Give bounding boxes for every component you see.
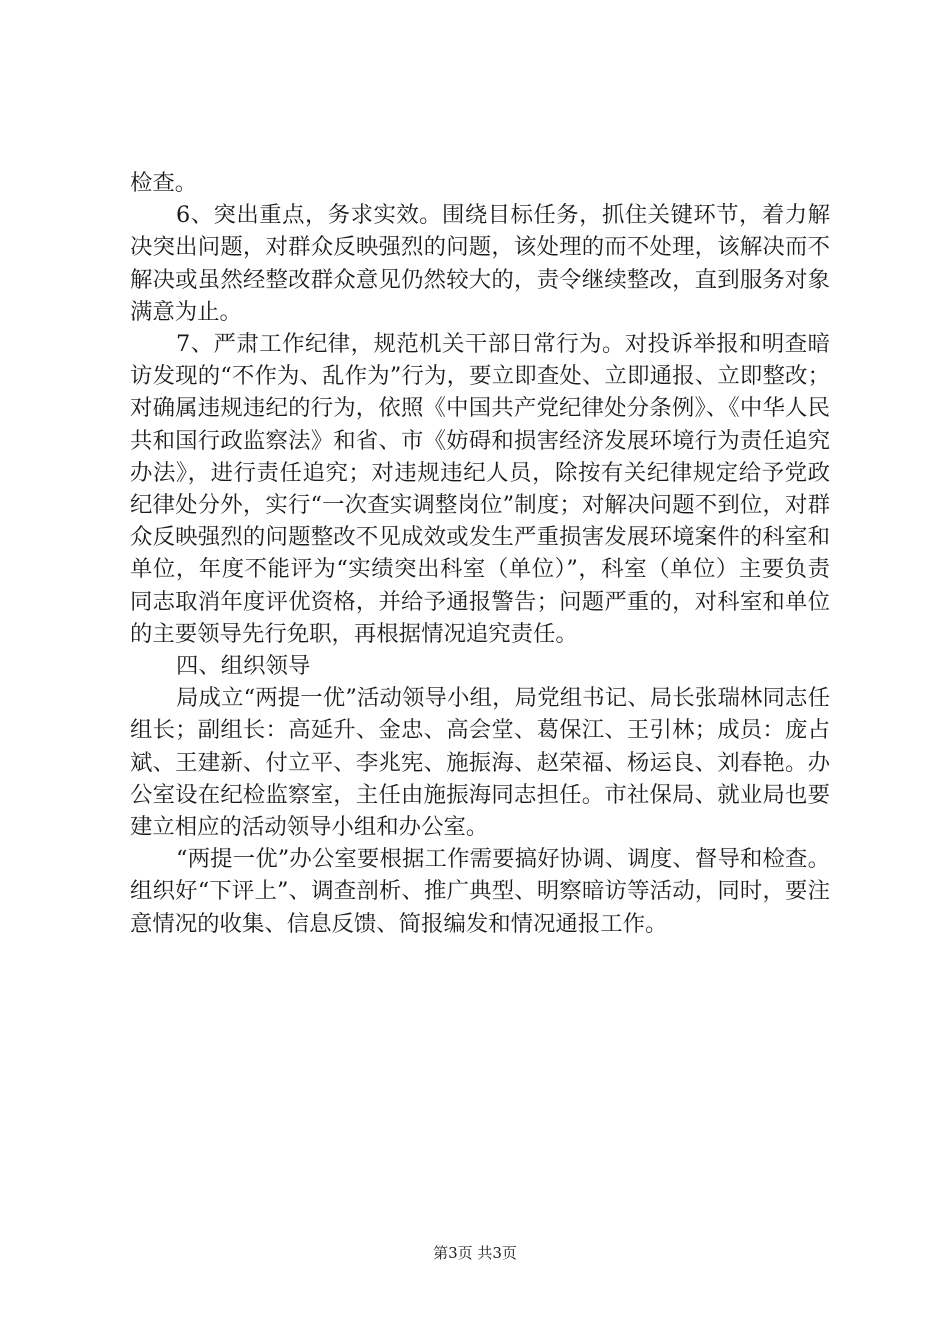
paragraph-item-6: 6、突出重点，务求实效。围绕目标任务，抓住关键环节，着力解决突出问题，对群众反映强烈的问题，该处理的而不处理，该解决而不解决或虽然经整改群众意见仍然较大的，责令继续整改，直到服务对象满意为止。 [130,202,830,325]
document-body [130,167,830,940]
paragraph-continuation: 检查。 [130,170,198,196]
page-number-label: 第3页 共3页 [433,1244,517,1262]
page-footer [0,1243,950,1263]
section-heading-organization: 四、组织领导 [176,653,311,680]
paragraph-leadership-group: 局成立“两提一优”活动领导小组，局党组书记、局长张瑞林同志任组长；副组长：高延升、金忠、高会堂、葛保江、王引林；成员：庞占斌、王建新、付立平、李兆宪、施振海、赵荣福、杨运良、刘春艳。办公室设在纪检监察室，主任由施振海同志担任。市社保局、就业局也要建立相应的活动领导小组和办公室。 [130,685,830,841]
paragraph-office-duties: “两提一优”办公室要根据工作需要搞好协调、调度、督导和检查。组织好“下评上”、调查剖析、推广典型、明察暗访等活动，同时，要注意情况的收集、信息反馈、简报编发和情况通报工作。 [130,846,830,937]
paragraph-item-7: 7、严肃工作纪律，规范机关干部日常行为。对投诉举报和明查暗访发现的“不作为、乱作为”行为，要立即查处、立即通报、立即整改；对确属违规违纪的行为，依照《中国共产党纪律处分条例》、《中华人民共和国行政监察法》和省、市《妨碍和损害经济发展环境行为责任追究办法》，进行责任追究；对违规违纪人员，除按有关纪律规定给予党政纪律处分外，实行“一次查实调整岗位”制度；对解决问题不到位，对群众反映强烈的问题整改不见成效或发生严重损害发展环境案件的科室和单位，年度不能评为“实绩突出科室（单位）”，科室（单位）主要负责同志取消年度评优资格，并给予通报警告；问题严重的，对科室和单位的主要领导先行免职，再根据情况追究责任。 [130,331,830,647]
